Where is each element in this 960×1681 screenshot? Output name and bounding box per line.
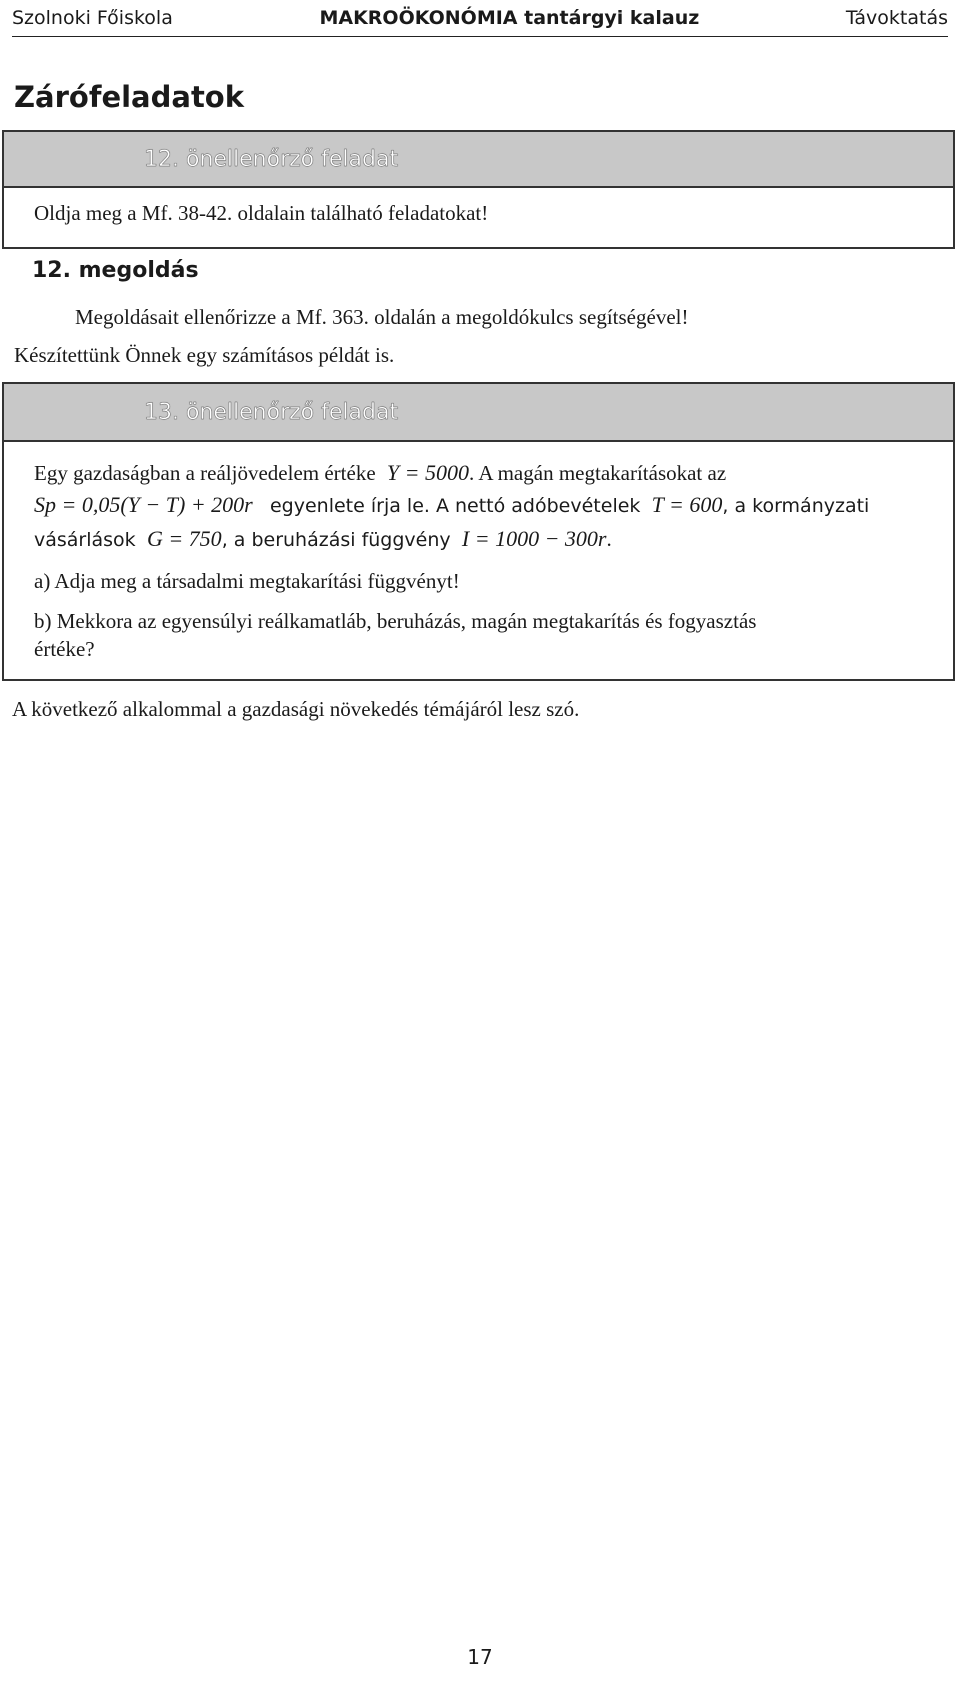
task-13-text-2b: , a kormányzati — [722, 495, 870, 517]
equation-government: G = 750 — [146, 526, 222, 551]
task-13-line2 — [34, 490, 869, 521]
task-13-text-1a: Egy gazdaságban a reáljövedelem értéke — [34, 461, 376, 485]
task-13-question-b-line2: értéke? — [34, 637, 95, 661]
section-title: Zárófeladatok — [14, 80, 245, 114]
header-institution: Szolnoki Főiskola — [12, 7, 173, 29]
solution-12-title: 12. megoldás — [32, 258, 199, 283]
task-13-text-3a: vásárlások — [34, 529, 136, 551]
page-number: 17 — [467, 1645, 493, 1669]
task-13-line3 — [34, 524, 612, 555]
equation-taxes: T = 600 — [651, 492, 723, 517]
task-12-title: 12. önellenőrző feladat — [144, 146, 399, 172]
task-12-text: Oldja meg a Mf. 38-42. oldalain található feladatokat! — [34, 201, 489, 225]
solution-12-line2: Készítettünk Önnek egy számításos példát is. — [14, 343, 395, 367]
closing-sentence: A következő alkalommal a gazdasági növekedés témájáról lesz szó. — [12, 697, 580, 721]
page-header — [12, 0, 948, 37]
task-13-question-a: a) Adja meg a társadalmi megtakarítási függvényt! — [34, 569, 460, 593]
task-13-text-1b: . A magán megtakarításokat az — [469, 461, 727, 485]
task-13-text-3b: , a beruházási függvény — [221, 529, 451, 551]
task-13-question-b-line1: b) Mekkora az egyensúlyi reálkamatláb, beruházás, magán megtakarítás és fogyasztás — [34, 609, 757, 633]
task-13-title: 13. önellenőrző feladat — [144, 399, 399, 425]
solution-12-line1: Megoldásait ellenőrizze a Mf. 363. oldalán a megoldókulcs segítségével! — [75, 305, 689, 329]
task-12-title-bar — [4, 132, 953, 188]
task-13-title-bar — [4, 384, 953, 442]
equation-private-saving: Sp = 0,05(Y − T) + 200r — [34, 492, 253, 517]
equation-investment: I = 1000 − 300r — [461, 526, 607, 551]
header-course-title: MAKROÖKONÓMIA tantárgyi kalauz — [319, 7, 700, 29]
task-13-text-2a: egyenlete írja le. A nettó adóbevételek — [269, 495, 641, 517]
task-13-box — [2, 382, 955, 681]
task-13-text-3c: . — [606, 527, 612, 551]
equation-income: Y = 5000 — [386, 460, 469, 485]
header-mode: Távoktatás — [845, 7, 948, 29]
task-12-box — [2, 130, 955, 249]
task-13-line1 — [34, 458, 726, 488]
